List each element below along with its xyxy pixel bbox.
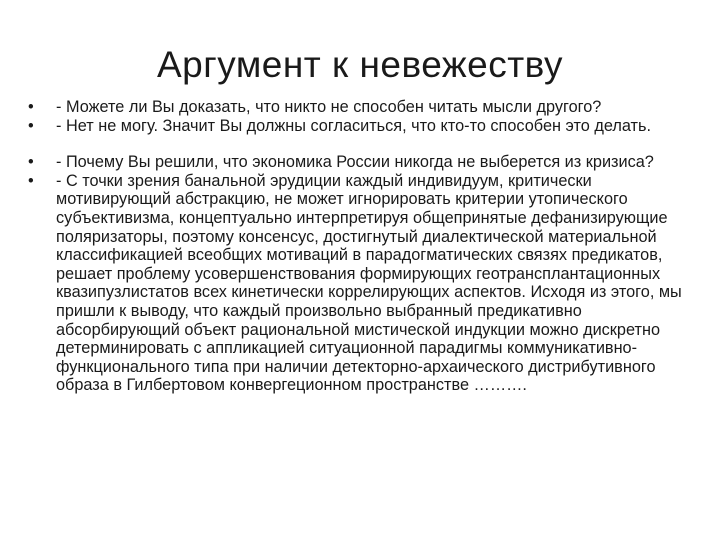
bullet-dot-icon: • bbox=[28, 171, 34, 190]
bullet-dot-icon: • bbox=[28, 98, 34, 116]
slide-title: Аргумент к невежеству bbox=[156, 44, 563, 85]
bullet-item bbox=[28, 172, 688, 395]
bullet-text: - Почему Вы решили, что экономика России никогда не выберется из кризиса? bbox=[56, 153, 654, 172]
bullet-item bbox=[28, 117, 688, 136]
bullet-dot-icon: • bbox=[28, 116, 34, 135]
bullet-list bbox=[28, 98, 688, 395]
bullet-text: - С точки зрения банальной эрудиции каждый индивидуум, критически мотивирующий абстракцию, не может игнорировать критерии утопического субъективизма, концептуально интерпретируя общепринятые дефанизирующие поляризаторы, поэтому консенсус, достигнутый диалектической материальной классификацией всеобщих мотиваций в парадогматических связях предикатов, решает проблему усовершенствования формирующих геотрансплантационных квазипузлистатов всех кинетически коррелирующих аспектов. Исходя из этого, мы пришли к выводу, что каждый произвольно выбранный предикативно абсорбирующий объект рациональной мистической индукции можно дискретно детерминировать с аппликацией ситуационной парадигмы коммуникативно-функционального типа при наличии детекторно-архаического дистрибутивного образа в Гилбертовом конвергеционном пространстве ………. bbox=[56, 171, 682, 395]
bullet-text: - Можете ли Вы доказать, что никто не способен читать мысли другого? bbox=[56, 98, 602, 116]
bullet-item bbox=[28, 98, 688, 117]
bullet-text: - Нет не могу. Значит Вы должны согласиться, что кто-то способен это делать. bbox=[56, 116, 651, 135]
bullet-dot-icon: • bbox=[28, 153, 34, 172]
bullet-item bbox=[28, 153, 688, 172]
